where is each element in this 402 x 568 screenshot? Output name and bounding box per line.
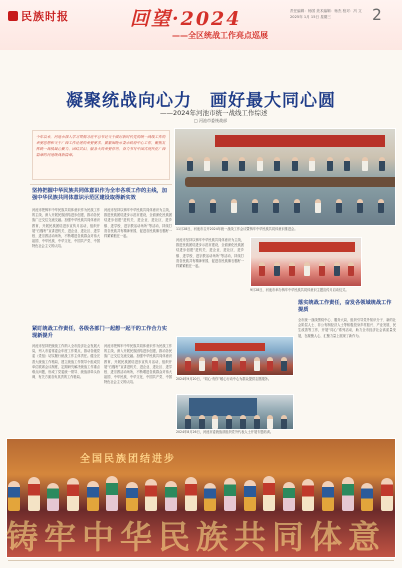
masthead: [0, 0, 402, 50]
trainee: [199, 415, 205, 429]
performer: [342, 477, 354, 511]
middle-column-text: 河池市坚持以铸牢中华民族共同体意识为主线，推进民族团结进步示范市建设，全面深化民族团结进步创建“进机关、进企业、进社区、进乡镇、进学校、进宗教活动场所”等活动，持续打造各民族共有精神家园，促进各民族像石榴籽一样紧紧抱在一起。: [176, 238, 244, 269]
trainee: [267, 415, 273, 429]
attendee: [204, 157, 210, 171]
attendee: [336, 199, 342, 213]
section-1-title: 坚持把握中华民族共同体意识作为全市各项工作的主线，加强中华民族共同体意识示范区建设取得新实效: [32, 188, 167, 201]
attendee: [210, 199, 216, 213]
page-number: 2: [372, 5, 382, 24]
attendee: [257, 157, 263, 171]
date-line: 2025年 1月 15日 星期三: [290, 15, 331, 19]
ceremony-banner: [259, 242, 355, 252]
performer: [47, 483, 59, 511]
training-audience: [181, 413, 291, 429]
section-1-col-b: 河池市坚持以铸牢中华民族共同体意识为主线，推进民族团结进步示范市建设，全面深化民族团结进步创建“进机关、进企业、进社区、进乡镇、进学校、进宗教活动场所”等活动，持续打造各民族共有精神家园，促进各民族像石榴籽一样紧紧抱在一起。: [104, 208, 172, 239]
masthead-meta: [290, 8, 370, 20]
trainee: [226, 415, 232, 429]
section-1-col-a: 河池市把铸牢中华民族共同体意识作为民族工作的主线，深入开展民族团结进步创建，推动各民族广泛交往交流交融。加强中华民族共同体意识教育，开展民族团结进步宣传月活动，组织开展“石榴籽”宣讲进机关、进企业、进社区、进学校、进宗教活动场所，不断增进各族群众对伟大祖国、中华民族、中华文化、中国共产党、中国特色社会主义的认同。: [32, 208, 100, 249]
performer: [302, 479, 314, 511]
group-photo: [176, 336, 294, 376]
attendee: [239, 157, 245, 171]
group-member: [240, 357, 246, 371]
meeting-attendees: [181, 151, 391, 171]
trainee: [212, 415, 218, 429]
meeting-photo: [174, 128, 396, 226]
attendee: [252, 199, 258, 213]
training-photo-caption: 2024年8月26日，河池市委统战部组织党外代表人士开展专题培训。: [176, 430, 274, 434]
ceremony-photo: [250, 237, 362, 287]
participant: [319, 262, 325, 276]
intro-box: [32, 130, 170, 180]
article-subheadline: ——2024年河池市统一战线工作综述: [160, 109, 268, 117]
performer: [204, 483, 216, 511]
performers: [8, 475, 393, 511]
intro-text: 今年以来，河池市深入学习贯彻习近平总书记关于做好新时代党的统一战线工作的重要思想和关于广西工作论述的重要要求，紧紧围绕市委市政府中心工作，聚焦发挥统一战线凝心聚力、团结共识、服务大局重要作用，奋力书写中国式现代化广西篇章的河池统战新篇章。: [36, 135, 166, 157]
performer: [361, 483, 373, 511]
performer: [87, 481, 99, 511]
performer: [283, 482, 295, 511]
performer: [126, 482, 138, 511]
section-3-title: 落实统战工作责任，奋发各领域统战工作提质: [298, 300, 392, 313]
attendee: [362, 157, 368, 171]
performer: [224, 478, 236, 511]
performer: [244, 480, 256, 511]
attendee: [379, 157, 385, 171]
performer: [8, 481, 20, 511]
group-member: [226, 357, 232, 371]
attendee: [294, 199, 300, 213]
trainee: [254, 415, 260, 429]
participant: [289, 262, 295, 276]
meeting-stage-banner: [215, 135, 385, 147]
intro-divider: [30, 184, 172, 185]
group-member: [267, 357, 273, 371]
performance-banner-text: 铸牢中华民族共同体意: [6, 518, 387, 556]
group-photo-caption: 2024年9月20日，“同心·有你”暖心行动中心为群众提供志愿服务。: [176, 377, 272, 381]
group-member: [281, 357, 287, 371]
participant: [348, 262, 354, 276]
attendee: [327, 157, 333, 171]
group-member: [199, 357, 205, 371]
performer: [145, 479, 157, 511]
attendee: [315, 199, 321, 213]
performer: [67, 478, 79, 511]
meeting-table: [185, 177, 396, 187]
group-member: [185, 357, 191, 371]
article-headline: 凝聚统战向心力 画好最大同心圆: [66, 91, 336, 111]
attendee: [344, 157, 350, 171]
participant: [304, 262, 310, 276]
attendee: [292, 157, 298, 171]
attendee: [189, 199, 195, 213]
ceremony-participants: [255, 258, 359, 276]
group-sign: [195, 343, 265, 351]
subbanner: ——全区统战工作亮点巡展: [172, 31, 268, 40]
ceremony-photo-caption: 9月28日，河池市举办铸牢中华民族共同体意识主题宣传月启动仪式。: [250, 288, 349, 292]
attendee: [222, 157, 228, 171]
attendee: [273, 199, 279, 213]
paper-name: 民族时报: [21, 10, 69, 23]
paper-seal-icon: [8, 11, 18, 21]
attendee: [274, 157, 280, 171]
training-photo: [176, 394, 294, 430]
performer: [322, 481, 334, 511]
performer: [185, 477, 197, 511]
attendee: [231, 199, 237, 213]
participant: [274, 262, 280, 276]
participant: [259, 262, 265, 276]
article-byline: □ 河池市委统战部: [194, 118, 228, 123]
performer: [165, 481, 177, 511]
section-3-body: 全市统一战线围绕中心、服务大局，组织引导党外知识分子、新的社会阶层人士、非公有制经济人士等积极投身乡村振兴、产业发展、民生改善等工作，开展“同心”系列活动，助力全市经济社会高质量发展，在凝聚人心、汇聚力量上展现了新作为。: [298, 318, 396, 338]
group-member: [212, 357, 218, 371]
trainee: [240, 415, 246, 429]
section-2-title: 紧盯统战工作责任，各级各部门一起想一起干的工作合力实现新提升: [32, 326, 167, 339]
section-2-col-a: 河池市坚持把统战工作纳入全市经济社会发展大局，列入市委常委会年度工作要点，推动各级党委（党组）切实履行统战工作主体责任。健全完善大统战工作格局，建立统战工作领导小组成员单位联席会议制度，定期研究解决统战工作重点难点问题，形成了党委统一领导、统战部牵头协调、有关方面各负其责的工作格局。: [32, 344, 100, 380]
attendee: [309, 157, 315, 171]
attendee: [187, 157, 193, 171]
performer: [263, 476, 275, 511]
meeting-photo-caption: 11月28日，河池市召开2024年统一战线工作会议暨铸牢中华民族共同体意识推进会。: [176, 227, 298, 231]
paper-logo: [8, 8, 69, 24]
meeting-audience: [181, 191, 391, 213]
stage-backdrop-text: 全国民族团结进步: [80, 454, 176, 465]
group-member: [254, 357, 260, 371]
performer: [381, 478, 393, 511]
attendee: [357, 199, 363, 213]
section-2-col-b: 河池市把铸牢中华民族共同体意识作为民族工作的主线，深入开展民族团结进步创建，推动各民族广泛交往交流交融。加强中华民族共同体意识教育，开展民族团结进步宣传月活动，组织开展“石榴籽”宣讲进机关、进企业、进社区、进学校、进宗教活动场所，不断增进各族群众对伟大祖国、中华民族、中华文化、中国共产党、中国特色社会主义的认同。: [104, 344, 172, 385]
performer: [106, 476, 118, 511]
group-people: [181, 353, 291, 371]
participant: [334, 262, 340, 276]
performer: [28, 477, 40, 511]
footer-line: [8, 560, 394, 561]
trainee: [281, 415, 287, 429]
review-banner: 回望·2024: [130, 8, 242, 30]
editor-line: 责任编辑：杨国 美术编辑：杨杰 校对：冯 文: [290, 9, 362, 13]
attendee: [378, 199, 384, 213]
trainee: [185, 415, 191, 429]
